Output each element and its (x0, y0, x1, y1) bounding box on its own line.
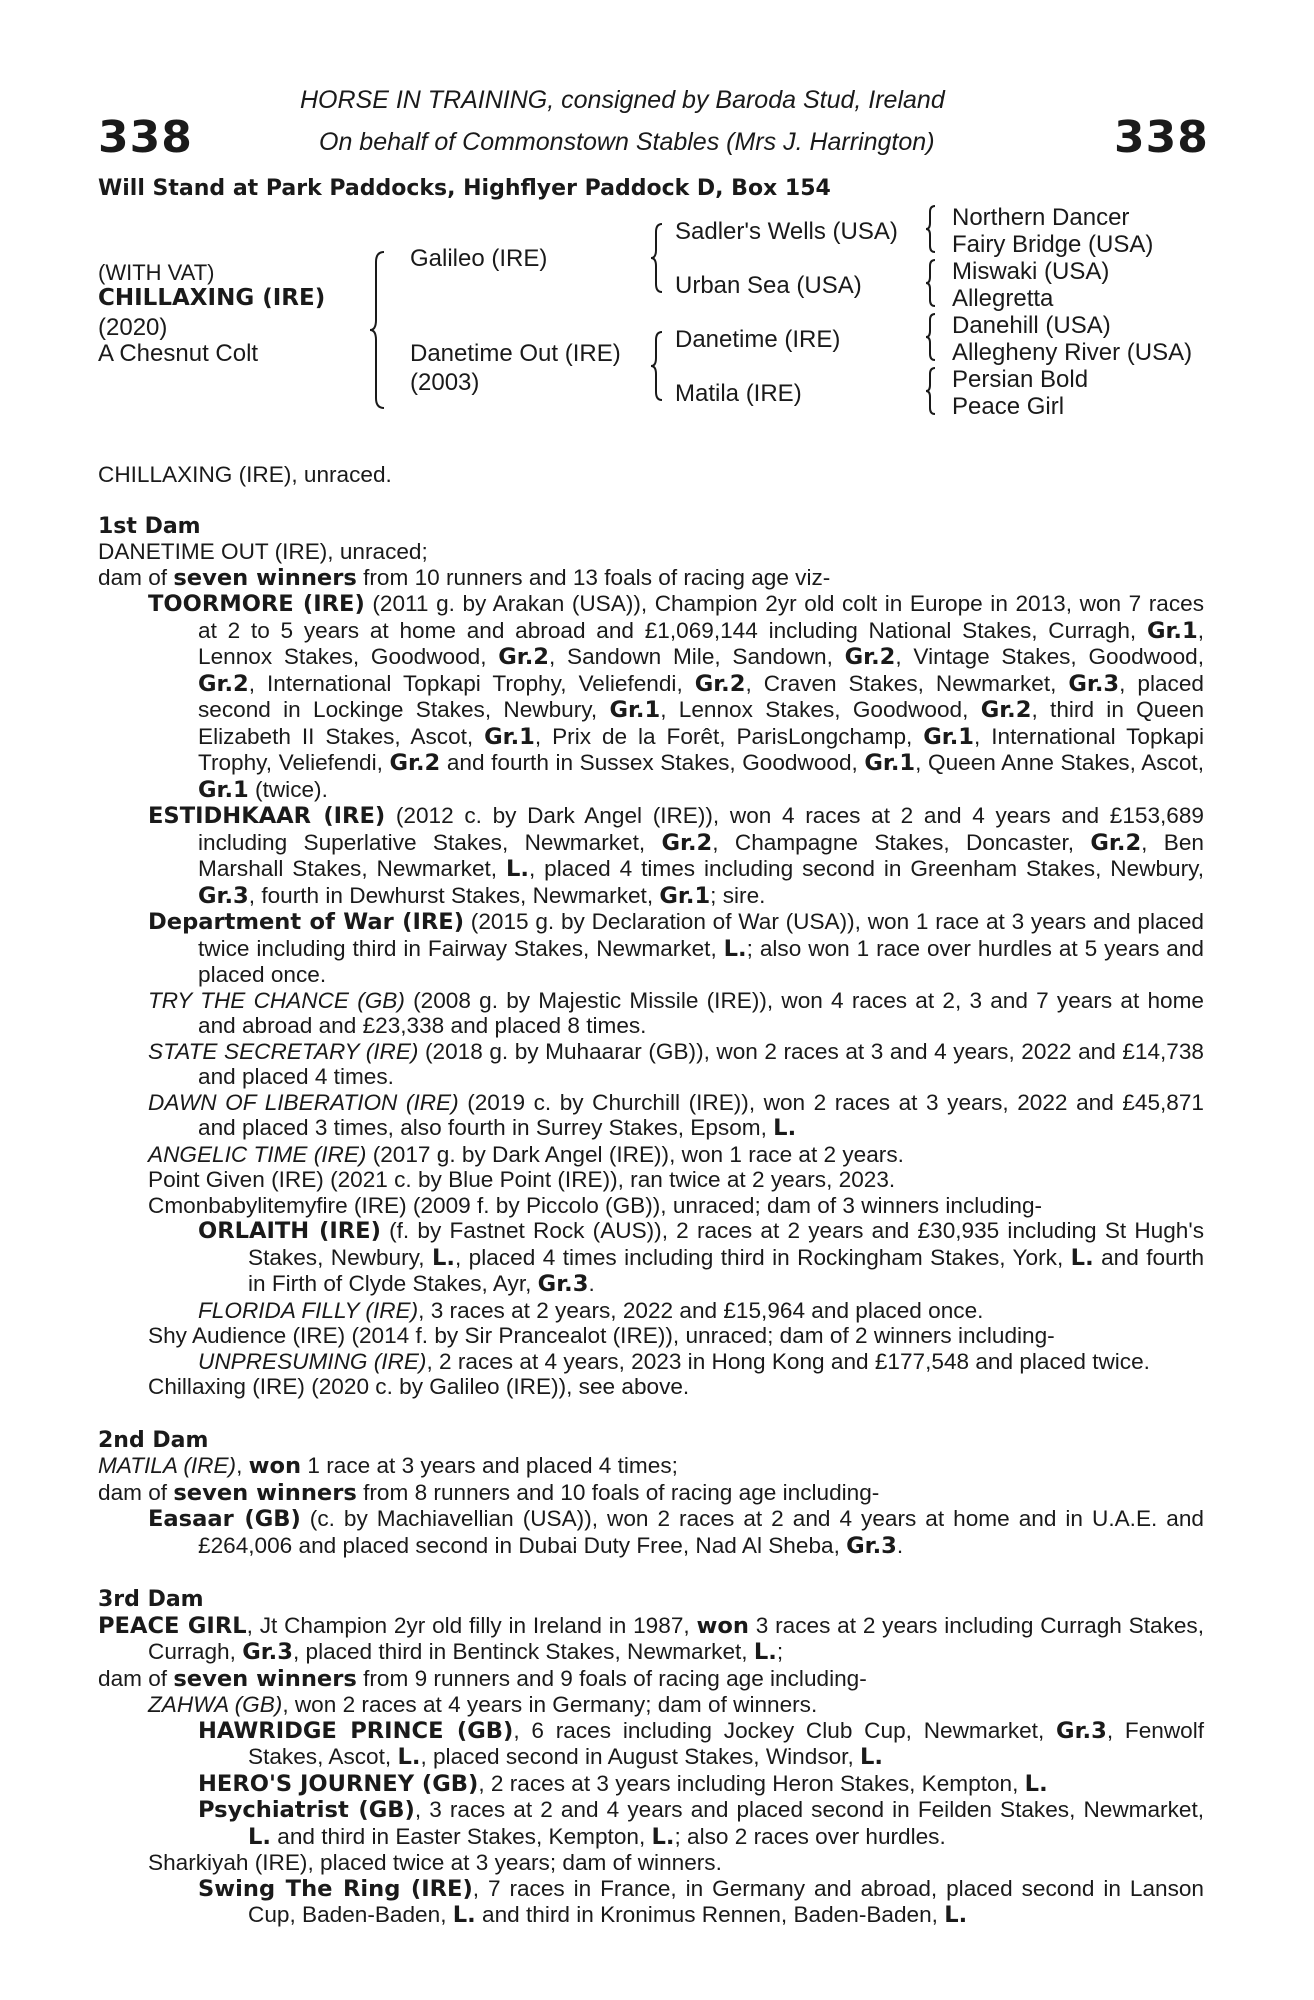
entry-chillaxing: Chillaxing (IRE) (2020 c. by Galileo (IRE)), see above. (148, 1374, 690, 1399)
ss-dam: Fairy Bridge (USA) (952, 231, 1154, 258)
sd-dam: Allegretta (952, 285, 1054, 312)
entry-zahwa: ZAHWA (GB), won 2 races at 4 years in Germany; dam of winners. (148, 1692, 818, 1717)
sd-sire: Miswaki (USA) (952, 258, 1110, 285)
entry-psychiatrist: Psychiatrist (GB), 3 races at 2 and 4 years and placed second in Feilden Stakes, Newmarket, L. and third in Easter Stakes, Kempton, L.; also 2 races over hurdles. (198, 1797, 1204, 1850)
dam1-produce-line: dam of seven winners from 10 runners and 13 foals of racing age viz- (98, 564, 831, 591)
dam2-name-line: MATILA (IRE), won 1 race at 3 years and placed 4 times; (98, 1453, 678, 1479)
on-behalf-line: On behalf of Commonstown Stables (Mrs J. Harrington) (319, 128, 935, 156)
entry-dawn-of-liberation: DAWN OF LIBERATION (IRE) (2019 c. by Churchill (IRE)), won 2 races at 3 years, 2022 and £45,871 and placed 3 times, also fourth in Surrey Stakes, Epsom, L. (148, 1089, 1204, 1141)
dam1-heading: 1st Dam (98, 513, 201, 539)
entry-swing-the-ring: Swing The Ring (IRE), 7 races in France, in Germany and abroad, placed second in Lanson Cup, Baden-Baden, L. and third in Kronimus Rennen, Baden-Baden, L. (198, 1875, 1204, 1928)
entry-toormore: TOORMORE (IRE) (2011 g. by Arakan (USA)), Champion 2yr old colt in Europe in 2013, won 7 races at 2 to 5 years at home and abroad and £1,069,144 including National Stakes, Curragh, Gr.1, Lennox Stakes, Goodwood, Gr.2, Sandown Mile, Sandown, Gr.2, Vintage Stakes, Goodwood, Gr.2, International Topkapi Trophy, Veliefendi, Gr.2, Craven Stakes, Newmarket, Gr.3, placed second in Lockinge Stakes, Newbury, Gr.1, Lennox Stakes, Goodwood, Gr.2, third in Queen Elizabeth II Stakes, Ascot, Gr.1, Prix de la Forêt, ParisLongchamp, Gr.1, International Topkapi Trophy, Veliefendi, Gr.2 and fourth in Sussex Stakes, Goodwood, Gr.1, Queen Anne Stakes, Ascot, Gr.1 (twice). (148, 591, 1205, 803)
dam2-produce-line: dam of seven winners from 8 runners and 10 foals of racing age including- (98, 1479, 880, 1506)
ds-dam: Allegheny River (USA) (952, 339, 1193, 366)
entry-sharkiyah: Sharkiyah (IRE), placed twice at 3 years; dam of winners. (148, 1850, 722, 1875)
entry-state-secretary: STATE SECRETARY (IRE) (2018 g. by Muhaarar (GB)), won 2 races at 3 and 4 years, 2022 and £14,738 and placed 4 times. (148, 1038, 1204, 1089)
dam-year: (2003) (410, 369, 480, 396)
brace-dam-parents (650, 330, 666, 402)
dam-dam: Matila (IRE) (675, 380, 802, 407)
horse-year: (2020) (98, 314, 168, 341)
entry-easaar: Easaar (GB) (c. by Machiavellian (USA)), won 2 races at 2 and 4 years at home and in U.A.E. and £264,006 and placed second in Dubai Duty Free, Nad Al Sheba, Gr.3. (148, 1506, 1204, 1559)
entry-point-given: Point Given (IRE) (2021 c. by Blue Point (IRE)), ran twice at 2 years, 2023. (148, 1167, 896, 1192)
entry-orlaith: ORLAITH (IRE) (f. by Fastnet Rock (AUS)), 2 races at 2 years and £30,935 including St Hugh's Stakes, Newbury, L., placed 4 times including third in Rockingham Stakes, York, L. and fourth in Firth of Clyde Stakes, Ayr, Gr.3. (198, 1218, 1205, 1297)
brace-sire-dam (368, 250, 388, 410)
horse-description: A Chesnut Colt (98, 340, 259, 367)
entry-florida-filly: FLORIDA FILLY (IRE), 3 races at 2 years, 2022 and £15,964 and placed once. (198, 1297, 984, 1323)
brace-sd (925, 258, 939, 308)
dd-dam: Peace Girl (952, 393, 1065, 420)
dam-sire: Danetime (IRE) (675, 326, 841, 353)
dam3-name-line: PEACE GIRL, Jt Champion 2yr old filly in Ireland in 1987, won 3 races at 2 years including Curragh Stakes, Curragh, Gr.3, placed third in Bentinck Stakes, Newmarket, L.; (98, 1612, 1204, 1665)
sire-dam: Urban Sea (USA) (675, 272, 862, 299)
entry-angelic-time: ANGELIC TIME (IRE) (2017 g. by Dark Angel (IRE)), won 1 race at 2 years. (148, 1141, 904, 1167)
entry-unpresuming: UNPRESUMING (IRE), 2 races at 4 years, 2023 in Hong Kong and £177,548 and placed twice. (198, 1348, 1150, 1374)
dam1-name-line: DANETIME OUT (IRE), unraced; (98, 539, 428, 564)
catalogue-body (98, 462, 1204, 1929)
sire-name: Galileo (IRE) (410, 245, 548, 272)
brace-sire-parents (650, 222, 666, 294)
entry-shy-audience: Shy Audience (IRE) (2014 f. by Sir Prancealot (IRE)), unraced; dam of 2 winners including- (148, 1323, 1055, 1348)
sire-sire: Sadler's Wells (USA) (675, 218, 898, 245)
entry-heros-journey: HERO'S JOURNEY (GB), 2 races at 3 years including Heron Stakes, Kempton, L. (198, 1770, 1048, 1797)
dam2-heading: 2nd Dam (98, 1427, 209, 1453)
entry-hawridge-prince: HAWRIDGE PRINCE (GB), 6 races including Jockey Club Cup, Newmarket, Gr.3, Fenwolf Stakes, Ascot, L., placed second in August Stakes, Windsor, L. (198, 1717, 1204, 1770)
vat-note: (WITH VAT) (98, 260, 215, 285)
dam3-heading: 3rd Dam (98, 1587, 204, 1612)
entry-cmonbabylitemyfire: Cmonbabylitemyfire (IRE) (2009 f. by Piccolo (GB)), unraced; dam of 3 winners including- (148, 1192, 1043, 1218)
dd-sire: Persian Bold (952, 366, 1089, 393)
horse-name: CHILLAXING (IRE) (98, 285, 326, 311)
lot-number-left: 338 (98, 112, 193, 163)
intro-line: CHILLAXING (IRE), unraced. (98, 462, 392, 487)
brace-dd (925, 366, 939, 416)
stand-location: Will Stand at Park Paddocks, Highflyer Paddock D, Box 154 (98, 176, 831, 201)
dam-name: Danetime Out (IRE) (410, 340, 621, 367)
ss-sire: Northern Dancer (952, 204, 1130, 231)
entry-estidhkaar: ESTIDHKAAR (IRE) (2012 c. by Dark Angel (IRE)), won 4 races at 2 and 4 years and £153,689 including Superlative Stakes, Newmarket, Gr.2, Champagne Stakes, Doncaster, Gr.2, Ben Marshall Stakes, Newmarket, L., placed 4 times including second in Greenham Stakes, Newbury, Gr.3, fourth in Dewhurst Stakes, Newmarket, Gr.1; sire. (148, 803, 1204, 909)
brace-ss (925, 204, 939, 254)
dam3-produce-line: dam of seven winners from 9 runners and 9 foals of racing age including- (98, 1665, 867, 1692)
entry-department-of-war: Department of War (IRE) (2015 g. by Declaration of War (USA)), won 1 race at 3 years and placed twice including third in Fairway Stakes, Newmarket, L.; also won 1 race over hurdles at 5 years and placed once. (148, 909, 1205, 987)
consignor-line: HORSE IN TRAINING, consigned by Baroda Stud, Ireland (300, 86, 945, 114)
brace-ds (925, 312, 939, 362)
entry-try-the-chance: TRY THE CHANCE (GB) (2008 g. by Majestic Missile (IRE)), won 4 races at 2, 3 and 7 years at home and abroad and £23,338 and placed 8 times. (148, 987, 1204, 1038)
ds-sire: Danehill (USA) (952, 312, 1111, 339)
lot-number-right: 338 (1114, 112, 1209, 163)
